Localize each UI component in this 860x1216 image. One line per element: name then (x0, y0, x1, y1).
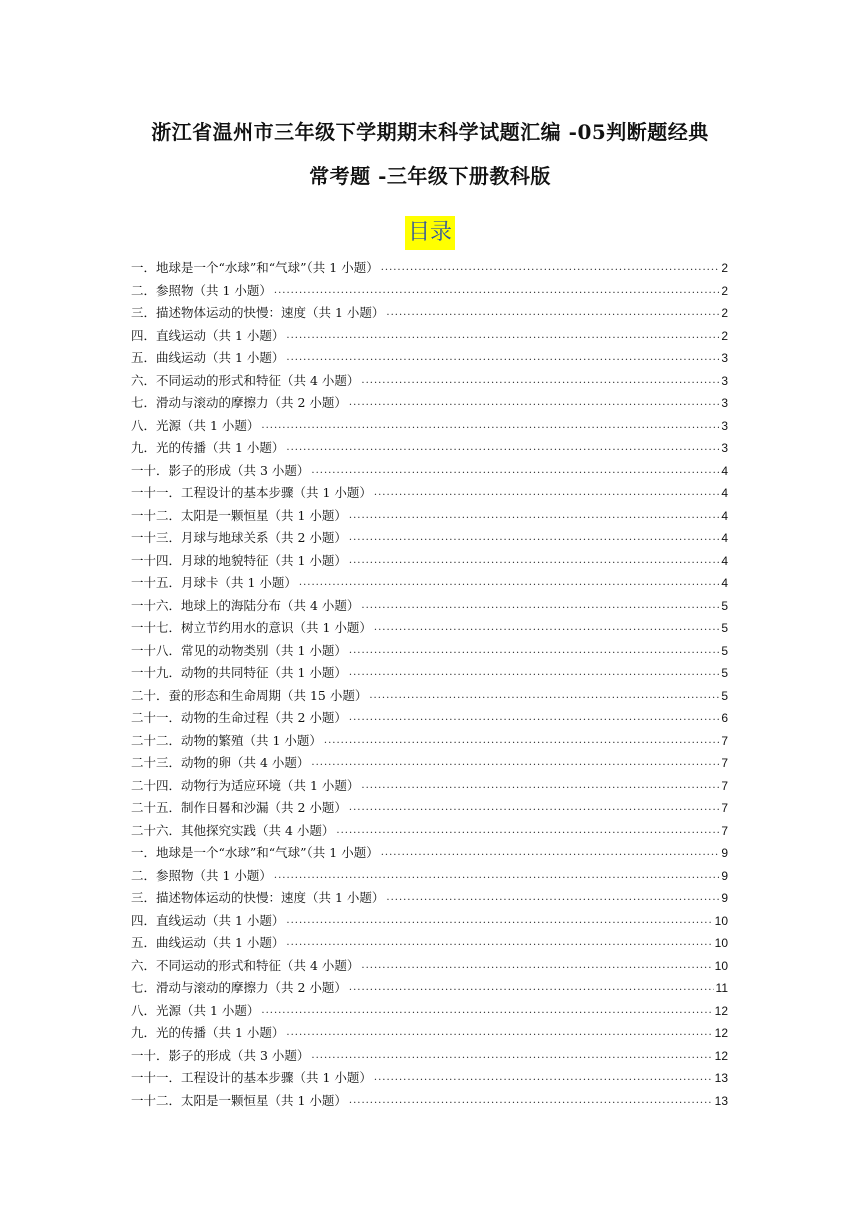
toc-entry-label: 六．不同运动的形式和特征（共 4 小题） (131, 372, 360, 388)
toc-dot-leader (361, 775, 719, 798)
toc-entry[interactable] (131, 505, 728, 528)
toc-dot-leader (274, 280, 719, 303)
toc-entry[interactable] (131, 797, 728, 820)
toc-entry-label: 二十三．动物的卵（共 4 小题） (131, 755, 310, 770)
toc-entry-page-number: 3 (721, 373, 728, 388)
toc-entry-page-number: 4 (721, 486, 728, 500)
toc-entry-label: 二十．蚕的形态和生命周期（共 15 小题） (131, 687, 368, 703)
toc-entry-label: 八．光源（共 1 小题） (131, 417, 260, 433)
toc-entry-page-number: 3 (721, 396, 728, 410)
toc-entry-label: 一十．影子的形成（共 3 小题） (131, 1047, 310, 1063)
toc-entry[interactable] (131, 415, 728, 438)
toc-entry-page-number: 2 (721, 328, 728, 343)
toc-entry-label: 七．滑动与滚动的摩擦力（共 2 小题） (131, 395, 347, 410)
toc-entry[interactable] (131, 550, 728, 573)
toc-entry-page-number: 3 (721, 418, 728, 433)
toc-entry-label: 一十．影子的形成（共 3 小题） (131, 462, 310, 478)
toc-dot-leader (374, 617, 719, 640)
toc-entry[interactable] (131, 932, 728, 955)
toc-entry-label: 一．地球是一个“水球”和“气球”（共 1 小题） (131, 260, 379, 275)
toc-entry-label: 一十四．月球的地貌特征（共 1 小题） (131, 552, 347, 568)
toc-dot-leader (361, 595, 719, 618)
toc-entry[interactable] (131, 865, 728, 888)
toc-entry[interactable] (131, 460, 728, 483)
document-title-line-2: 常考题 -三年级下册教科版 (309, 164, 551, 188)
toc-entry[interactable] (131, 707, 728, 730)
toc-dot-leader (311, 752, 719, 775)
toc-entry-page-number: 6 (721, 711, 728, 725)
toc-entry[interactable] (131, 437, 728, 460)
toc-entry[interactable] (131, 370, 728, 393)
toc-entry-page-number: 9 (721, 868, 728, 883)
toc-entry-label: 四．直线运动（共 1 小题） (131, 912, 285, 928)
toc-dot-leader (381, 842, 720, 865)
toc-entry-label: 二十一．动物的生命过程（共 2 小题） (131, 710, 347, 725)
toc-entry[interactable] (131, 1022, 728, 1045)
toc-entry[interactable] (131, 1090, 728, 1113)
toc-entry-label: 一十二．太阳是一颗恒星（共 1 小题） (131, 1092, 347, 1108)
toc-entry-page-number: 5 (721, 621, 728, 635)
toc-entry[interactable] (131, 730, 728, 753)
toc-dot-leader (381, 257, 720, 280)
toc-dot-leader (286, 932, 712, 955)
toc-dot-leader (261, 415, 719, 438)
toc-entry[interactable] (131, 977, 728, 1000)
toc-entry-label: 二．参照物（共 1 小题） (131, 867, 272, 883)
toc-entry-label: 六．不同运动的形式和特征（共 4 小题） (131, 957, 360, 973)
toc-dot-leader (311, 1045, 712, 1068)
toc-entry-page-number: 2 (721, 306, 728, 320)
toc-entry[interactable] (131, 955, 728, 978)
toc-dot-leader (361, 955, 712, 978)
toc-entry-page-number: 5 (721, 688, 728, 703)
toc-entry-label: 一十八．常见的动物类别（共 1 小题） (131, 642, 347, 658)
toc-dot-leader (369, 685, 719, 708)
toc-dot-leader (349, 707, 719, 730)
toc-entry-page-number: 9 (721, 846, 728, 860)
toc-dot-leader (349, 527, 719, 550)
toc-dot-leader (286, 347, 719, 370)
toc-entry[interactable] (131, 392, 728, 415)
toc-dot-leader (311, 460, 719, 483)
toc-entry-label: 一．地球是一个“水球”和“气球”（共 1 小题） (131, 845, 379, 860)
toc-entry-page-number: 7 (721, 801, 728, 815)
toc-entry-page-number: 4 (721, 553, 728, 568)
toc-entry-page-number: 5 (721, 598, 728, 613)
toc-entry[interactable] (131, 527, 728, 550)
toc-entry[interactable] (131, 842, 728, 865)
toc-dot-leader (286, 910, 712, 933)
toc-entry-page-number: 11 (715, 981, 728, 995)
toc-entry[interactable] (131, 820, 728, 843)
toc-entry[interactable] (131, 280, 728, 303)
toc-entry[interactable] (131, 752, 728, 775)
toc-entry-label: 九．光的传播（共 1 小题） (131, 1025, 285, 1040)
toc-dot-leader (349, 1090, 713, 1113)
toc-entry[interactable] (131, 910, 728, 933)
toc-entry-page-number: 9 (721, 891, 728, 905)
toc-entry-label: 九．光的传播（共 1 小题） (131, 440, 285, 455)
toc-dot-leader (361, 370, 719, 393)
toc-entry[interactable] (131, 347, 728, 370)
toc-entry[interactable] (131, 662, 728, 685)
toc-entry[interactable] (131, 325, 728, 348)
toc-entry-page-number: 4 (721, 531, 728, 545)
toc-dot-leader (349, 392, 719, 415)
toc-entry-page-number: 4 (721, 508, 728, 523)
toc-entry[interactable] (131, 887, 728, 910)
toc-entry[interactable] (131, 302, 728, 325)
toc-entry-page-number: 7 (721, 733, 728, 748)
toc-dot-leader (286, 437, 719, 460)
toc-entry[interactable] (131, 572, 728, 595)
toc-entry-label: 一十六．地球上的海陆分布（共 4 小题） (131, 597, 360, 613)
toc-dot-leader (286, 325, 719, 348)
toc-heading: 目录 (405, 216, 455, 250)
toc-dot-leader (299, 572, 719, 595)
toc-entry-page-number: 7 (721, 778, 728, 793)
toc-entry-page-number: 12 (714, 1026, 728, 1040)
toc-dot-leader (261, 1000, 712, 1023)
toc-entry-page-number: 5 (721, 666, 728, 680)
toc-dot-leader (374, 1067, 713, 1090)
toc-entry-page-number: 2 (721, 261, 728, 275)
toc-entry-label: 二十六．其他探究实践（共 4 小题） (131, 822, 335, 838)
toc-dot-leader (349, 977, 714, 1000)
toc-entry-label: 四．直线运动（共 1 小题） (131, 327, 285, 343)
toc-heading-container (0, 216, 860, 250)
toc-entry[interactable] (131, 640, 728, 663)
toc-dot-leader (349, 640, 719, 663)
toc-entry-label: 三．描述物体运动的快慢：速度（共 1 小题） (131, 305, 385, 320)
toc-entry-page-number: 2 (721, 283, 728, 298)
toc-entry-page-number: 13 (714, 1071, 728, 1085)
toc-entry-label: 一十五．月球卡（共 1 小题） (131, 575, 297, 590)
toc-entry-page-number: 4 (721, 576, 728, 590)
toc-entry-page-number: 10 (714, 913, 728, 928)
toc-entry-label: 一十一．工程设计的基本步骤（共 1 小题） (131, 1070, 372, 1085)
toc-dot-leader (349, 505, 719, 528)
toc-entry[interactable] (131, 1045, 728, 1068)
document-title-line-1: 浙江省温州市三年级下学期期末科学试题汇编 -05判断题经典 (151, 120, 709, 144)
toc-dot-leader (386, 887, 719, 910)
toc-entry[interactable] (131, 595, 728, 618)
toc-entry-label: 七．滑动与滚动的摩擦力（共 2 小题） (131, 980, 347, 995)
toc-entry-label: 二十二．动物的繁殖（共 1 小题） (131, 732, 322, 748)
toc-entry-page-number: 10 (714, 958, 728, 973)
toc-entry[interactable] (131, 617, 728, 640)
toc-entry-label: 二十五．制作日晷和沙漏（共 2 小题） (131, 800, 347, 815)
toc-entry[interactable] (131, 482, 728, 505)
toc-entry-label: 一十九．动物的共同特征（共 1 小题） (131, 665, 347, 680)
toc-dot-leader (374, 482, 719, 505)
toc-entry-label: 一十二．太阳是一颗恒星（共 1 小题） (131, 507, 347, 523)
toc-entry-label: 二．参照物（共 1 小题） (131, 282, 272, 298)
toc-entry[interactable] (131, 1067, 728, 1090)
toc-entry-page-number: 12 (714, 1003, 728, 1018)
toc-dot-leader (336, 820, 719, 843)
toc-entry-label: 五．曲线运动（共 1 小题） (131, 350, 285, 365)
toc-entry[interactable] (131, 1000, 728, 1023)
toc-entry-page-number: 12 (714, 1048, 728, 1063)
toc-entry-page-number: 5 (721, 643, 728, 658)
toc-entry-page-number: 10 (714, 936, 728, 950)
toc-entry-label: 三．描述物体运动的快慢：速度（共 1 小题） (131, 890, 385, 905)
toc-entry-page-number: 3 (721, 351, 728, 365)
toc-dot-leader (349, 662, 719, 685)
toc-entry-page-number: 13 (714, 1093, 728, 1108)
toc-dot-leader (274, 865, 719, 888)
toc-entry-page-number: 7 (721, 823, 728, 838)
toc-dot-leader (324, 730, 719, 753)
toc-entry-label: 一十三．月球与地球关系（共 2 小题） (131, 530, 347, 545)
toc-entry-label: 一十七．树立节约用水的意识（共 1 小题） (131, 620, 372, 635)
toc-entry-label: 八．光源（共 1 小题） (131, 1002, 260, 1018)
toc-dot-leader (349, 550, 719, 573)
toc-dot-leader (386, 302, 719, 325)
toc-dot-leader (349, 797, 719, 820)
toc-dot-leader (286, 1022, 712, 1045)
table-of-contents (131, 257, 728, 1112)
toc-entry-label: 一十一．工程设计的基本步骤（共 1 小题） (131, 485, 372, 500)
toc-entry-page-number: 7 (721, 756, 728, 770)
toc-entry[interactable] (131, 257, 728, 280)
toc-entry-page-number: 3 (721, 441, 728, 455)
toc-entry-label: 五．曲线运动（共 1 小题） (131, 935, 285, 950)
toc-entry[interactable] (131, 775, 728, 798)
toc-entry-page-number: 4 (721, 463, 728, 478)
toc-entry-label: 二十四．动物行为适应环境（共 1 小题） (131, 777, 360, 793)
toc-entry[interactable] (131, 685, 728, 708)
